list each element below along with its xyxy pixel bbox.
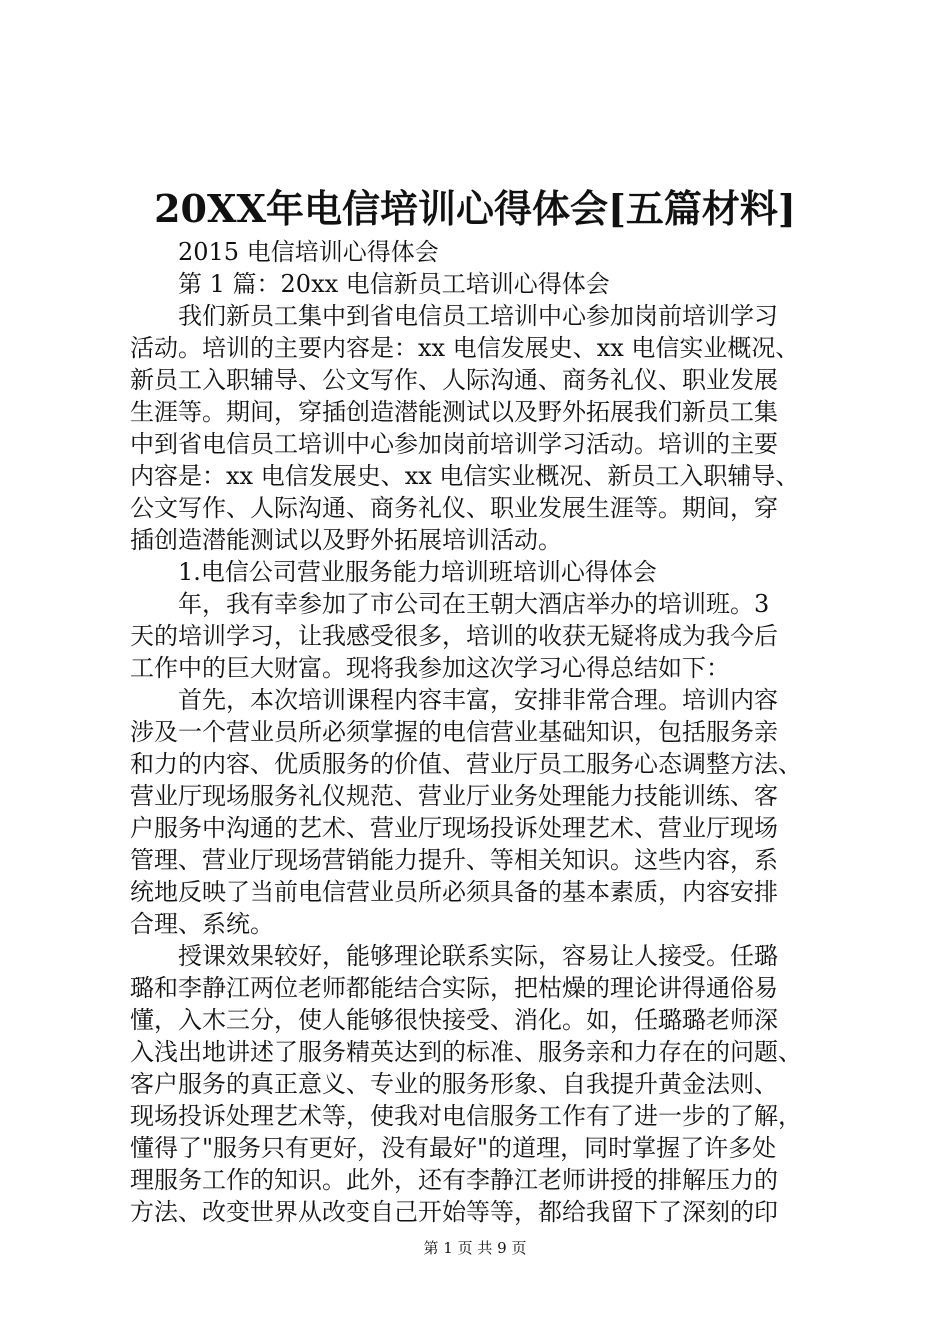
document-body [130, 236, 850, 1228]
text-line: 客户服务的真正意义、专业的服务形象、自我提升黄金法则、 [130, 1070, 778, 1098]
text-line: 管理、营业厅现场营销能力提升、等相关知识。这些内容，系 [130, 846, 778, 874]
text-line: 首先，本次培训课程内容丰富，安排非常合理。培训内容 [178, 686, 778, 714]
text-line: 懂得了"服务只有更好，没有最好"的道理，同时掌握了许多处 [130, 1134, 777, 1162]
text-line: 新员工入职辅导、公文写作、人际沟通、商务礼仪、职业发展 [130, 366, 778, 394]
text-line: 第 1 篇：20xx 电信新员工培训心得体会 [178, 270, 610, 298]
text-line: 统地反映了当前电信营业员所必须具备的基本素质，内容安排 [130, 878, 778, 906]
text-line: 方法、改变世界从改变自己开始等等，都给我留下了深刻的印 [130, 1198, 778, 1226]
text-line: 2015 电信培训心得体会 [178, 238, 439, 266]
text-line: 内容是：xx 电信发展史、xx 电信实业概况、新员工入职辅导、 [130, 462, 800, 490]
document-title: 20XX年电信培训心得体会[五篇材料] [154, 186, 796, 231]
text-line: 懂，入木三分，使人能够很快接受、消化。如，任璐璐老师深 [130, 1006, 778, 1034]
text-line: 户服务中沟通的艺术、营业厅现场投诉处理艺术、营业厅现场 [130, 814, 778, 842]
text-line: 璐和李静江两位老师都能结合实际，把枯燥的理论讲得通俗易 [130, 974, 778, 1002]
text-line: 工作中的巨大财富。现将我参加这次学习心得总结如下： [130, 654, 730, 682]
text-line: 涉及一个营业员所必须掌握的电信营业基础知识，包括服务亲 [130, 718, 778, 746]
text-line: 公文写作、人际沟通、商务礼仪、职业发展生涯等。期间，穿 [130, 494, 778, 522]
text-line: 现场投诉处理艺术等，使我对电信服务工作有了进一步的了解， [130, 1102, 802, 1130]
text-line: 和力的内容、优质服务的价值、营业厅员工服务心态调整方法、 [130, 750, 802, 778]
text-line: 入浅出地讲述了服务精英达到的标准、服务亲和力存在的问题、 [130, 1038, 802, 1066]
text-line: 生涯等。期间，穿插创造潜能测试以及野外拓展我们新员工集 [130, 398, 778, 426]
text-line: 年，我有幸参加了市公司在王朝大酒店举办的培训班。3 [178, 590, 770, 618]
text-line: 合理、系统。 [130, 910, 274, 938]
text-line: 授课效果较好，能够理论联系实际，容易让人接受。任璐 [178, 942, 778, 970]
page-footer: 第 1 页 共 9 页 [423, 1239, 527, 1257]
text-line: 我们新员工集中到省电信员工培训中心参加岗前培训学习 [178, 302, 778, 330]
text-line: 理服务工作的知识。此外，还有李静江老师讲授的排解压力的 [130, 1166, 778, 1194]
text-line: 活动。培训的主要内容是：xx 电信发展史、xx 电信实业概况、 [130, 334, 800, 362]
text-line: 天的培训学习，让我感受很多，培训的收获无疑将成为我今后 [130, 622, 778, 650]
text-line: 插创造潜能测试以及野外拓展培训活动。 [130, 526, 562, 554]
text-line: 1.电信公司营业服务能力培训班培训心得体会 [178, 558, 657, 586]
text-line: 营业厅现场服务礼仪规范、营业厅业务处理能力技能训练、客 [130, 782, 778, 810]
text-line: 中到省电信员工培训中心参加岗前培训学习活动。培训的主要 [130, 430, 778, 458]
